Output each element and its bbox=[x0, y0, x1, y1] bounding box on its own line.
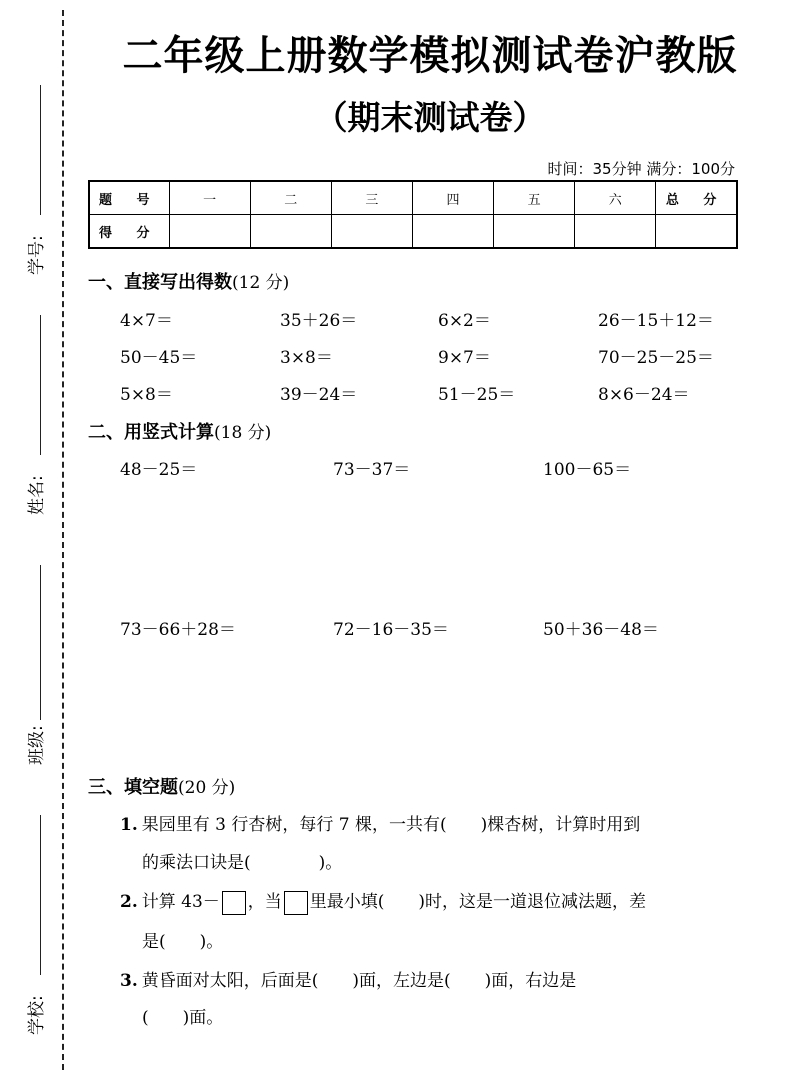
question-1-line-2: 的乘法口诀是( )。 bbox=[142, 853, 343, 873]
oral-calc-item: 39－24＝ bbox=[280, 385, 358, 405]
school-line bbox=[40, 815, 41, 975]
question-2-number: 2. bbox=[120, 892, 138, 912]
score-table-cell: 题 号 bbox=[89, 181, 169, 215]
vertical-calc-item: 48－25＝ bbox=[120, 460, 198, 480]
answer-box[interactable] bbox=[284, 891, 308, 915]
binding-margin bbox=[0, 0, 70, 1072]
school-field[interactable] bbox=[10, 815, 54, 1035]
score-table-cell: 四 bbox=[412, 181, 493, 215]
question-3-line-2: ( )面。 bbox=[142, 1008, 224, 1028]
oral-calc-item: 5×8＝ bbox=[120, 385, 173, 405]
section-2-points: (18 分) bbox=[214, 423, 272, 443]
oral-calc-item: 8×6－24＝ bbox=[598, 385, 690, 405]
oral-calc-item: 51－25＝ bbox=[438, 385, 516, 405]
score-input-cell[interactable] bbox=[494, 215, 575, 249]
student-id-label: 学号: bbox=[27, 235, 47, 275]
section-2-heading bbox=[88, 418, 271, 444]
score-input-cell[interactable] bbox=[331, 215, 412, 249]
question-2-line-2: 是( )。 bbox=[142, 932, 224, 952]
question-2-text-b: ，当 bbox=[247, 892, 282, 912]
question-1-number: 1. bbox=[120, 815, 138, 835]
vertical-calc-item: 100－65＝ bbox=[543, 460, 632, 480]
question-1-text: 果园里有 3 行杏树，每行 7 棵，一共有( )棵杏树，计算时用到 bbox=[141, 815, 641, 835]
section-3-title: 三、填空题 bbox=[88, 777, 178, 798]
score-input-cell[interactable] bbox=[656, 215, 737, 249]
class-label: 班级: bbox=[27, 725, 47, 765]
oral-calc-item: 70－25－25＝ bbox=[598, 348, 714, 368]
score-table-cell: 三 bbox=[331, 181, 412, 215]
section-1-points: (12 分) bbox=[232, 273, 290, 293]
class-line bbox=[40, 565, 41, 720]
school-label: 学校: bbox=[27, 995, 47, 1035]
class-field[interactable] bbox=[10, 565, 54, 765]
question-1 bbox=[120, 810, 740, 835]
score-table-score-row bbox=[89, 215, 737, 249]
name-field[interactable] bbox=[10, 315, 54, 515]
student-id-field[interactable] bbox=[10, 85, 54, 275]
oral-calc-item: 50－45＝ bbox=[120, 348, 198, 368]
name-label: 姓名: bbox=[27, 475, 47, 515]
score-input-cell[interactable] bbox=[575, 215, 656, 249]
oral-calc-item: 4×7＝ bbox=[120, 311, 173, 331]
exam-meta: 时间：35分钟 满分：100分 bbox=[547, 160, 735, 178]
oral-calc-item: 9×7＝ bbox=[438, 348, 491, 368]
section-3-points: (20 分) bbox=[178, 778, 236, 798]
score-input-cell[interactable] bbox=[412, 215, 493, 249]
oral-calc-item: 35＋26＝ bbox=[280, 311, 358, 331]
score-table-cell: 六 bbox=[575, 181, 656, 215]
name-line bbox=[40, 315, 41, 455]
score-input-cell[interactable] bbox=[250, 215, 331, 249]
question-3 bbox=[120, 966, 740, 991]
question-3-number: 3. bbox=[120, 971, 138, 991]
section-1-title: 一、直接写出得数 bbox=[88, 272, 232, 293]
question-2 bbox=[120, 887, 740, 915]
vertical-calc-item: 50＋36－48＝ bbox=[543, 620, 659, 640]
answer-box[interactable] bbox=[222, 891, 246, 915]
score-table-header-row bbox=[89, 181, 737, 215]
vertical-calc-item: 73－37＝ bbox=[333, 460, 411, 480]
score-table-cell: 五 bbox=[494, 181, 575, 215]
student-id-line bbox=[40, 85, 41, 215]
section-1-heading bbox=[88, 268, 289, 294]
question-2-text-c: 里最小填( )时，这是一道退位减法题，差 bbox=[309, 892, 647, 912]
cut-line bbox=[62, 10, 64, 1070]
score-table-cell: 二 bbox=[250, 181, 331, 215]
section-3-heading bbox=[88, 773, 235, 799]
vertical-calc-item: 72－16－35＝ bbox=[333, 620, 449, 640]
score-input-cell[interactable] bbox=[169, 215, 250, 249]
question-2-text-a: 计算 43－ bbox=[141, 892, 220, 912]
oral-calc-item: 26－15＋12＝ bbox=[598, 311, 714, 331]
score-table-cell: 总 分 bbox=[656, 181, 737, 215]
page-subtitle: （期末测试卷） bbox=[314, 98, 546, 137]
section-2-title: 二、用竖式计算 bbox=[88, 422, 214, 443]
score-table-cell: 得 分 bbox=[89, 215, 169, 249]
oral-calc-item: 6×2＝ bbox=[438, 311, 491, 331]
score-table-cell: 一 bbox=[169, 181, 250, 215]
oral-calc-item: 3×8＝ bbox=[280, 348, 333, 368]
score-table bbox=[88, 180, 738, 249]
question-3-text: 黄昏面对太阳，后面是( )面，左边是( )面，右边是 bbox=[141, 971, 577, 991]
page-title: 二年级上册数学模拟测试卷沪教版 bbox=[122, 33, 738, 79]
vertical-calc-item: 73－66＋28＝ bbox=[120, 620, 236, 640]
